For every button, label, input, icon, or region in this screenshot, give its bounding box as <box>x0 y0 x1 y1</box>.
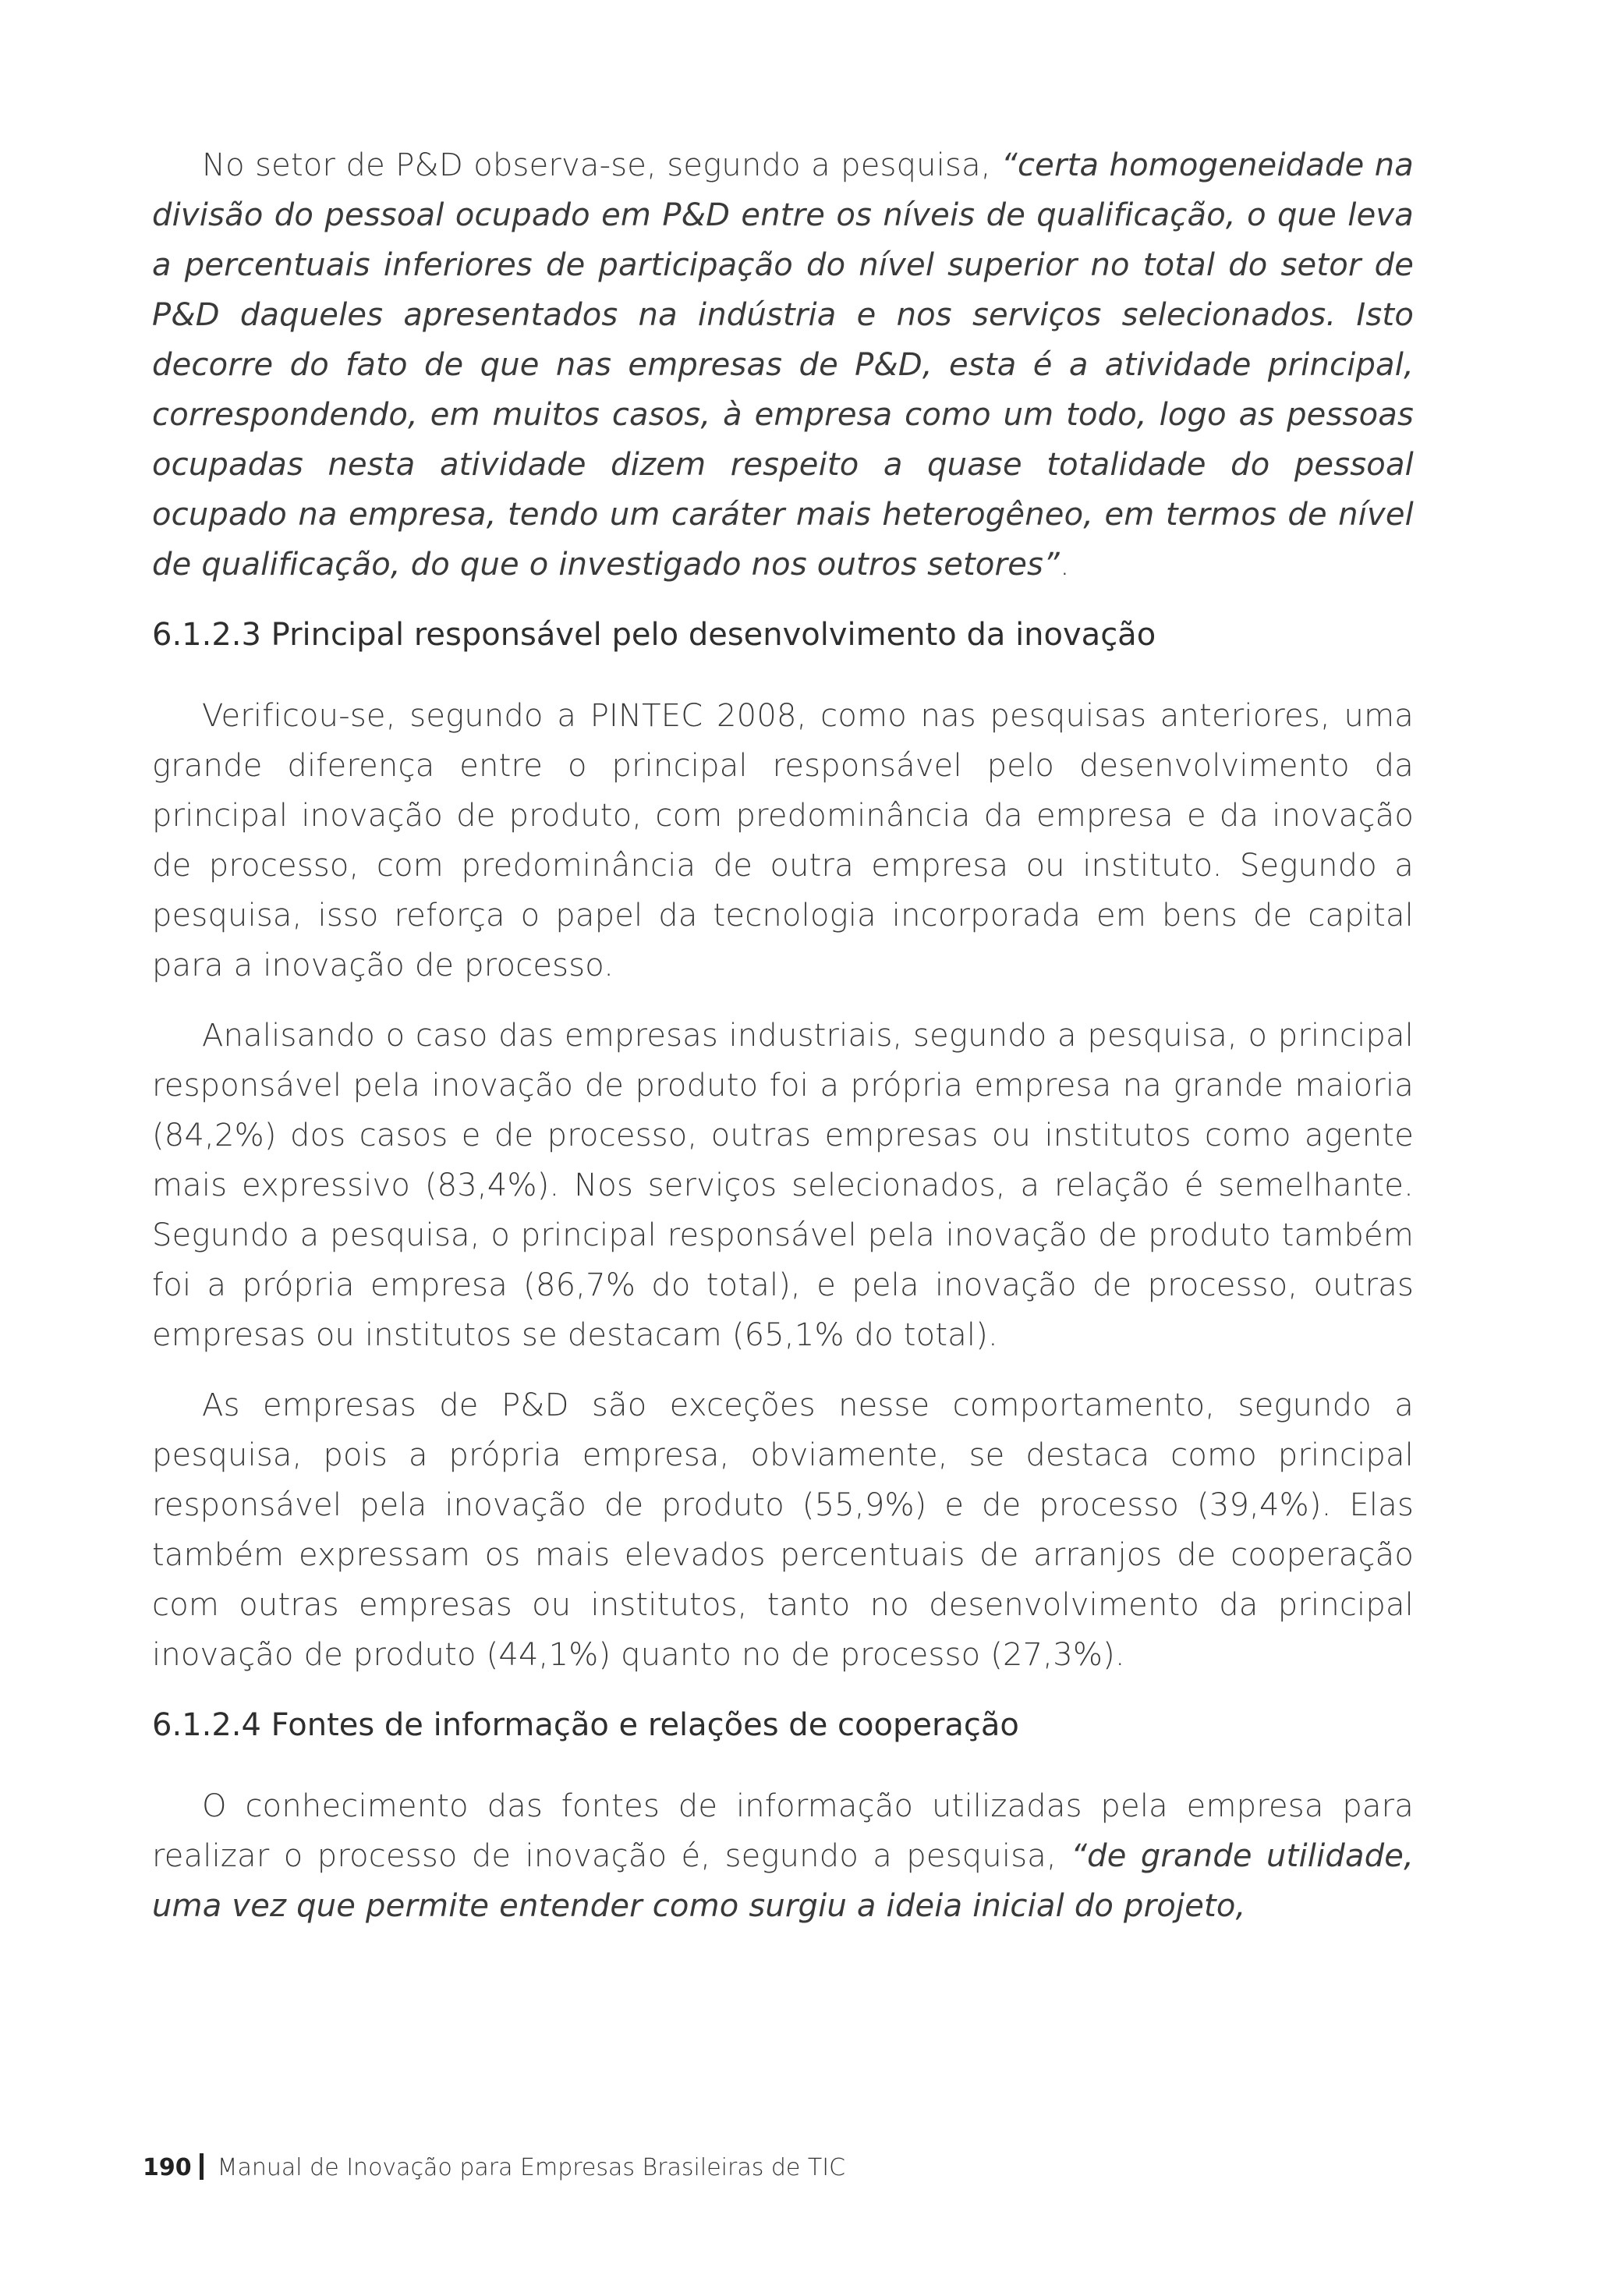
paragraph-quote: “certa homogeneidade na divisão do pessoal ocupado em P&D entre os níveis de qualificação, o que leva a percentuais inferiores de participação do nível superior no total do setor de P&D daqueles apresentados na indústria e nos serviços selecionados. Isto decorre do fato de que nas empresas de P&D, esta é a atividade principal, correspondendo, em muitos casos, à empresa como um todo, logo as pessoas ocupadas nesta atividade dizem respeito a quase totalidade do pessoal ocupado na empresa, tendo um caráter mais heterogêneo, em termos de nível de qualificação, do que o investigado nos outros setores” <box>152 147 1414 583</box>
paragraph-empresas-pd: As empresas de P&D são exceções nesse comportamento, segundo a pesquisa, pois a própria empresa, obviamente, se destaca como principal responsável pela inovação de produto (55,9%) e de processo (39,4%). Elas também expressam os mais elevados percentuais de arranjos de cooperação com outras empresas ou institutos, tanto no desenvolvimento da principal inovação de produto (44,1%) quanto no de processo (27,3%). <box>152 1387 1414 1673</box>
paragraph-pintec-2008: Verificou-se, segundo a PINTEC 2008, como nas pesquisas anteriores, uma grande diferença entre o principal responsável pelo desenvolvimento da principal inovação de produto, com predominância da empresa e da inovação de processo, com predominância de outra empresa ou instituto. Segundo a pesquisa, isso reforça o papel da tecnologia incorporada em bens de capital para a inovação de processo. <box>152 698 1414 983</box>
footer-title: Manual de Inovação para Empresas Brasileiras de TIC <box>217 2154 846 2181</box>
paragraph-pd-sector <box>152 140 1414 590</box>
paragraph-conhecimento-fontes <box>152 1781 1414 1931</box>
section-heading-fontes-informacao: 6.1.2.4 Fontes de informação e relações de cooperação <box>152 1707 1019 1743</box>
page-body <box>152 140 1414 1931</box>
paragraph-intro: O conhecimento das fontes de informação utilizadas pela empresa para realizar o processo de inovação é, segundo a pesquisa, <box>152 1788 1414 1874</box>
paragraph-end: . <box>1059 547 1070 583</box>
footer-separator <box>200 2153 204 2180</box>
page-footer <box>143 2152 845 2184</box>
page-number: 190 <box>143 2154 192 2181</box>
paragraph-intro: No setor de P&D observa-se, segundo a pesquisa, <box>202 147 1002 183</box>
section-heading-principal-responsavel: 6.1.2.3 Principal responsável pelo desenvolvimento da inovação <box>152 617 1156 653</box>
paragraph-quote: “de grande utilidade, uma vez que permite entender como surgiu a ideia inicial do projeto, <box>152 1838 1415 1924</box>
paragraph-empresas-industriais: Analisando o caso das empresas industriais, segundo a pesquisa, o principal responsável pela inovação de produto foi a própria empresa na grande maioria (84,2%) dos casos e de processo, outras empresas ou institutos como agente mais expressivo (83,4%). Nos serviços selecionados, a relação é semelhante. Segundo a pesquisa, o principal responsável pela inovação de produto também foi a própria empresa (86,7% do total), e pela inovação de processo, outras empresas ou institutos se destacam (65,1% do total). <box>152 1018 1414 1353</box>
